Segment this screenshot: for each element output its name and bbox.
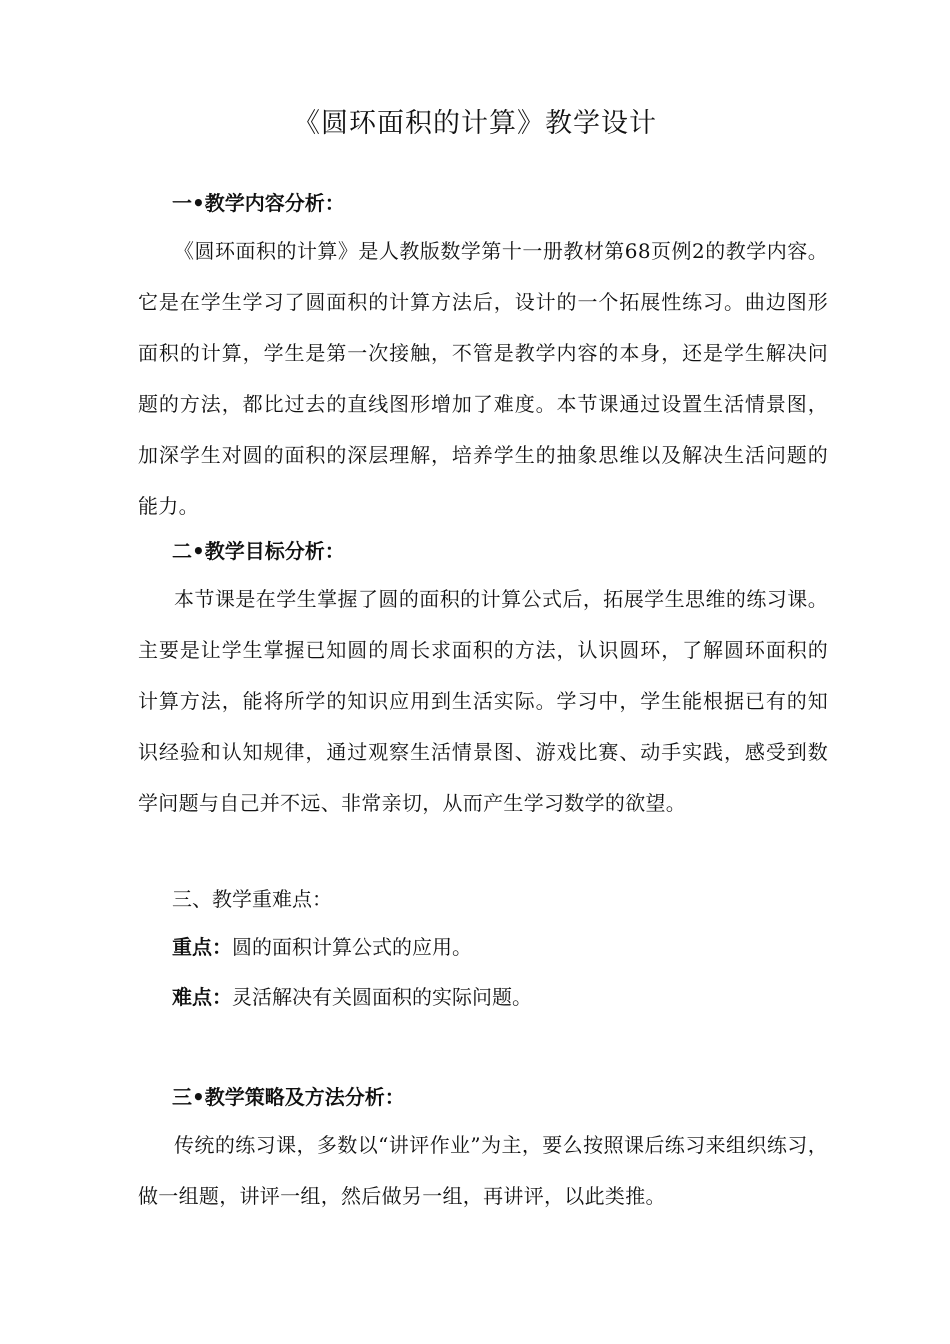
paragraph-objective-analysis: 本节课是在学生掌握了圆的面积的计算公式后，拓展学生思维的练习课。主要是让学生掌握已知圆的周长求面积的方法，认识圆环，了解圆环面积的计算方法，能将所学的知识应用到生活实际。学习中，学生能根据已有的知识经验和认知规律，通过观察生活情景图、游戏比赛、动手实践，感受到数学问题与自己并不远、非常亲切，从而产生学习数学的欲望。 (138, 587, 828, 815)
document-title: 《圆环面积的计算》教学设计 (293, 108, 657, 139)
section-heading-objective-analysis: 二•教学目标分析： (172, 539, 345, 563)
difficult-point-label: 难点： (172, 985, 232, 1009)
section-heading-strategy-analysis: 三•教学策略及方法分析： (172, 1085, 405, 1109)
paragraph-content-analysis: 《圆环面积的计算》是人教版数学第十一册教材第68页例2的教学内容。它是在学生学习了圆面积的计算方法后，设计的一个拓展性练习。曲边图形面积的计算，学生是第一次接触，不管是教学内容的本身，还是学生解决问题的方法，都比过去的直线图形增加了难度。本节课通过设置生活情景图，加深学生对圆的面积的深层理解，培养学生的抽象思维以及解决生活问题的能力。 (138, 239, 828, 518)
section-heading-key-difficult-points: 三、教学重难点： (172, 887, 332, 911)
section-heading-content-analysis: 一•教学内容分析： (172, 191, 345, 215)
key-point-label: 重点： (172, 935, 232, 959)
difficult-point-line (172, 982, 532, 1012)
key-point-line (172, 932, 472, 962)
paragraph-strategy-analysis: 传统的练习课，多数以“讲评作业”为主，要么按照课后练习来组织练习，做一组题，讲评一组，然后做另一组，再讲评，以此类推。 (138, 1133, 828, 1208)
difficult-point-text: 灵活解决有关圆面积的实际问题。 (232, 985, 532, 1009)
key-point-text: 圆的面积计算公式的应用。 (232, 935, 472, 959)
